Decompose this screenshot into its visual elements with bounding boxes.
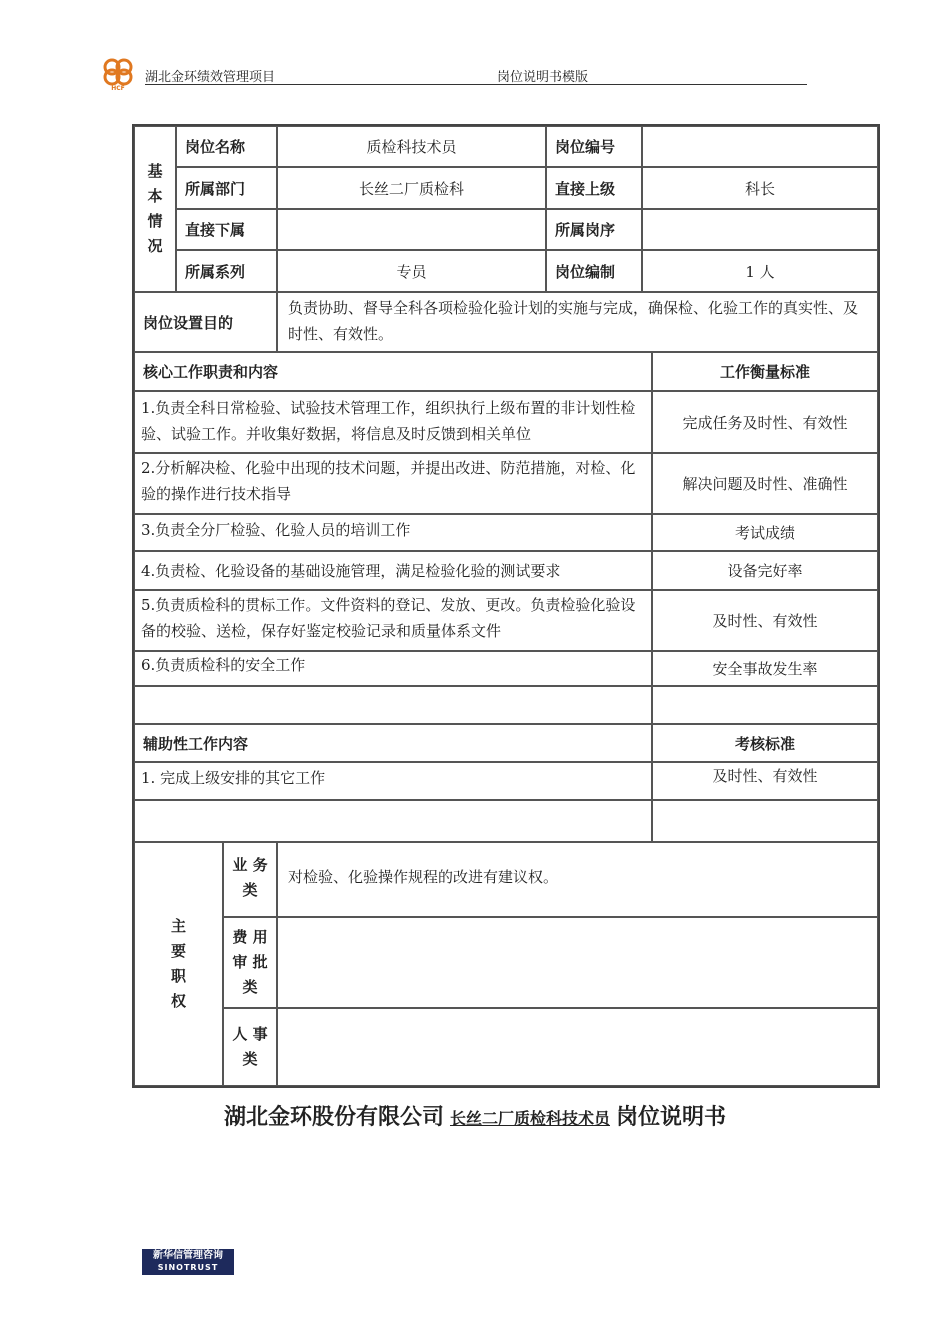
- header-project: 湖北金环绩效管理项目: [145, 70, 276, 85]
- core-standard-3: 考试成绩: [652, 514, 878, 551]
- core-standard-6: 安全事故发生率: [652, 651, 878, 686]
- aux-item-1: 1. 完成上级安排的其它工作: [134, 762, 652, 800]
- authority-hr-text: [277, 1008, 878, 1086]
- core-standard-1: 完成任务及时性、有效性: [652, 391, 878, 453]
- label-position-code: 岗位编号: [546, 126, 642, 167]
- label-position-sequence: 所属岗序: [546, 209, 642, 250]
- authority-section-label: 主 要 职 权: [134, 842, 223, 1086]
- label-series: 所属系列: [176, 250, 277, 292]
- aux-standard-empty: [652, 800, 878, 842]
- core-item-5: 5.负责质检科的贯标工作。文件资料的登记、发放、更改。负责检验化验设备的校验、送检，保存好鉴定校验记录和质量体系文件: [134, 590, 652, 651]
- basic-section-label: 基 本 情 况: [134, 126, 176, 292]
- core-item-6: 6.负责质检科的安全工作: [134, 651, 652, 686]
- core-item-4: 4.负责检、化验设备的基础设施管理，满足检验化验的测试要求: [134, 551, 652, 590]
- aux-standard-header: 考核标准: [652, 724, 878, 762]
- authority-business-text: 对检验、化验操作规程的改进有建议权。: [277, 842, 878, 917]
- value-direct-superior: 科长: [642, 167, 878, 209]
- label-department: 所属部门: [176, 167, 277, 209]
- value-department: 长丝二厂质检科: [277, 167, 546, 209]
- core-item-empty: [134, 686, 652, 724]
- value-direct-subordinate: [277, 209, 546, 250]
- core-standard-header: 工作衡量标准: [652, 352, 878, 391]
- core-duties-header: 核心工作职责和内容: [134, 352, 652, 391]
- header-doc-type: 岗位说明书模版: [497, 70, 589, 85]
- label-purpose: 岗位设置目的: [134, 292, 277, 352]
- core-item-3: 3.负责全分厂检验、化验人员的培训工作: [134, 514, 652, 551]
- label-direct-superior: 直接上级: [546, 167, 642, 209]
- core-standard-4: 设备完好率: [652, 551, 878, 590]
- aux-duties-header: 辅助性工作内容: [134, 724, 652, 762]
- title-position: 长丝二厂质检科技术员: [449, 1109, 610, 1128]
- label-headcount: 岗位编制: [546, 250, 642, 292]
- value-position-sequence: [642, 209, 878, 250]
- core-standard-2: 解决问题及时性、准确性: [652, 453, 878, 514]
- label-direct-subordinate: 直接下属: [176, 209, 277, 250]
- authority-business-label: 业 务 类: [223, 842, 277, 917]
- core-standard-empty: [652, 686, 878, 724]
- header-rule: [145, 84, 807, 85]
- core-item-2: 2.分析解决检、化验中出现的技术问题，并提出改进、防范措施，对检、化验的操作进行技术指导: [134, 453, 652, 514]
- core-item-1: 1.负责全科日常检验、试验技术管理工作，组织执行上级布置的非计划性检验、试验工作。并收集好数据，将信息及时反馈到相关单位: [134, 391, 652, 453]
- value-headcount: 1 人: [642, 250, 878, 292]
- value-purpose: 负责协助、督导全科各项检验化验计划的实施与完成，确保检、化验工作的真实性、及时性、有效性。: [277, 292, 878, 352]
- svg-text:HCF: HCF: [111, 85, 125, 91]
- value-position-code: [642, 126, 878, 167]
- authority-hr-label: 人 事 类: [223, 1008, 277, 1086]
- value-series: 专员: [277, 250, 546, 292]
- aux-item-empty: [134, 800, 652, 842]
- title-company: 湖北金环股份有限公司: [223, 1105, 444, 1130]
- authority-expense-label: 费 用 审 批 类: [223, 917, 277, 1008]
- title-suffix: 岗位说明书: [616, 1105, 727, 1130]
- sinotrust-logo: 新华信管理咨询 SINOTRUST: [142, 1249, 234, 1275]
- aux-standard-1: 及时性、有效性: [652, 762, 878, 800]
- authority-expense-text: [277, 917, 878, 1008]
- label-position-name: 岗位名称: [176, 126, 277, 167]
- value-position-name: 质检科技术员: [277, 126, 546, 167]
- document-title: [0, 1100, 950, 1131]
- core-standard-5: 及时性、有效性: [652, 590, 878, 651]
- hcf-logo: [100, 55, 136, 91]
